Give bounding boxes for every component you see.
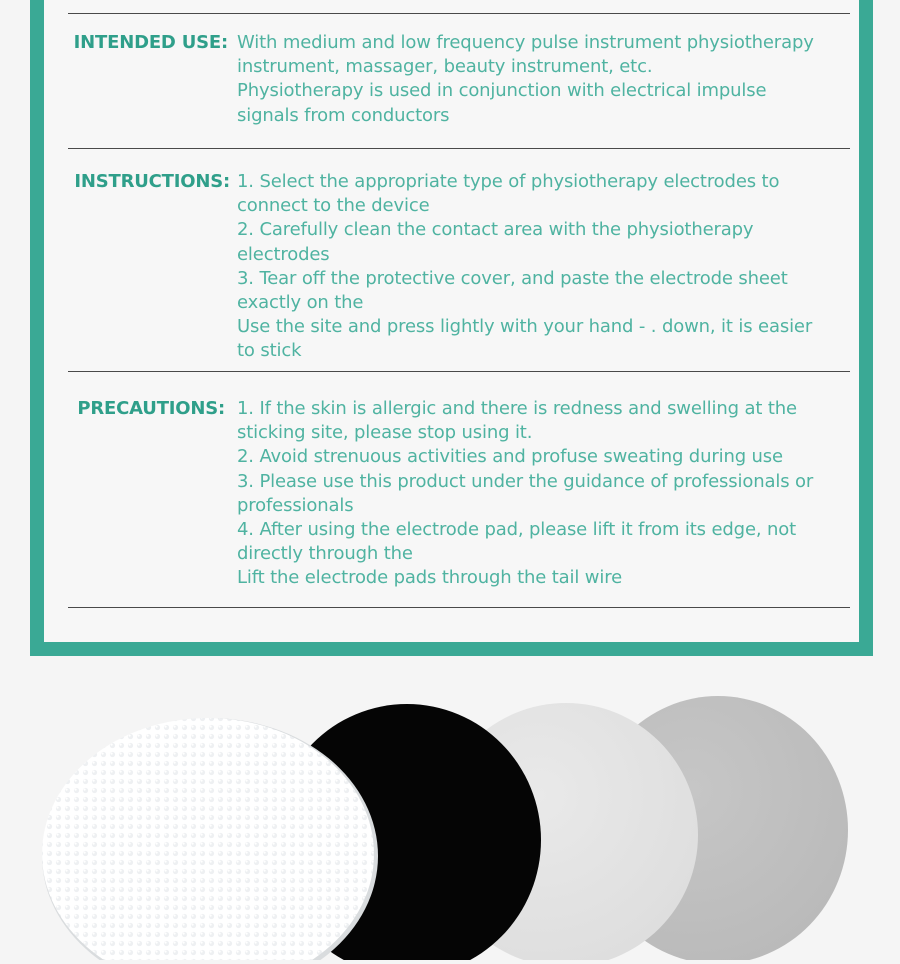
divider-rule bbox=[68, 148, 850, 149]
text-line: Use the site and press lightly with your hand - . down, it is easier bbox=[237, 316, 813, 338]
text-line: 1. Select the appropriate type of physiotherapy electrodes to bbox=[237, 171, 780, 192]
text-line: 2. Carefully clean the contact area with the physiotherapy bbox=[237, 219, 754, 241]
text-line: sticking site, please stop using it. bbox=[237, 422, 533, 444]
divider-rule bbox=[68, 371, 850, 372]
text-line: exactly on the bbox=[237, 292, 364, 314]
text-line: 1. If the skin is allergic and there is redness and swelling at the bbox=[237, 398, 797, 419]
instructions-text bbox=[237, 170, 867, 364]
text-line: electrodes bbox=[237, 243, 330, 265]
text-line: professionals bbox=[237, 494, 354, 516]
intended-use-text bbox=[237, 31, 867, 128]
text-line: 3. Please use this product under the guidance of professionals or bbox=[237, 470, 814, 492]
text-line: 2. Avoid strenuous activities and profuse sweating during use bbox=[237, 446, 783, 468]
text-line: 3. Tear off the protective cover, and paste the electrode sheet bbox=[237, 267, 788, 289]
text-line: directly through the bbox=[237, 543, 413, 565]
text-line: Lift the electrode pads through the tail wire bbox=[237, 567, 622, 589]
electrode-pads-image bbox=[0, 660, 900, 960]
intended-use-label: INTENDED USE: bbox=[73, 32, 228, 53]
text-line: 4. After using the electrode pad, please lift it from its edge, not bbox=[237, 519, 797, 541]
text-line: to stick bbox=[237, 340, 302, 362]
instructions-label: INSTRUCTIONS: bbox=[74, 171, 230, 192]
divider-rule bbox=[68, 13, 850, 14]
precautions-text bbox=[237, 397, 867, 591]
text-line: instrument, massager, beauty instrument, etc. bbox=[237, 56, 653, 78]
precautions-label: PRECAUTIONS: bbox=[77, 398, 225, 419]
text-line: With medium and low frequency pulse instrument physiotherapy bbox=[237, 32, 814, 53]
text-line: Physiotherapy is used in conjunction with electrical impulse bbox=[237, 80, 767, 102]
text-line: signals from conductors bbox=[237, 104, 450, 126]
text-line: connect to the device bbox=[237, 195, 430, 217]
divider-rule bbox=[68, 607, 850, 608]
electrode-pads-illustration bbox=[0, 660, 900, 960]
